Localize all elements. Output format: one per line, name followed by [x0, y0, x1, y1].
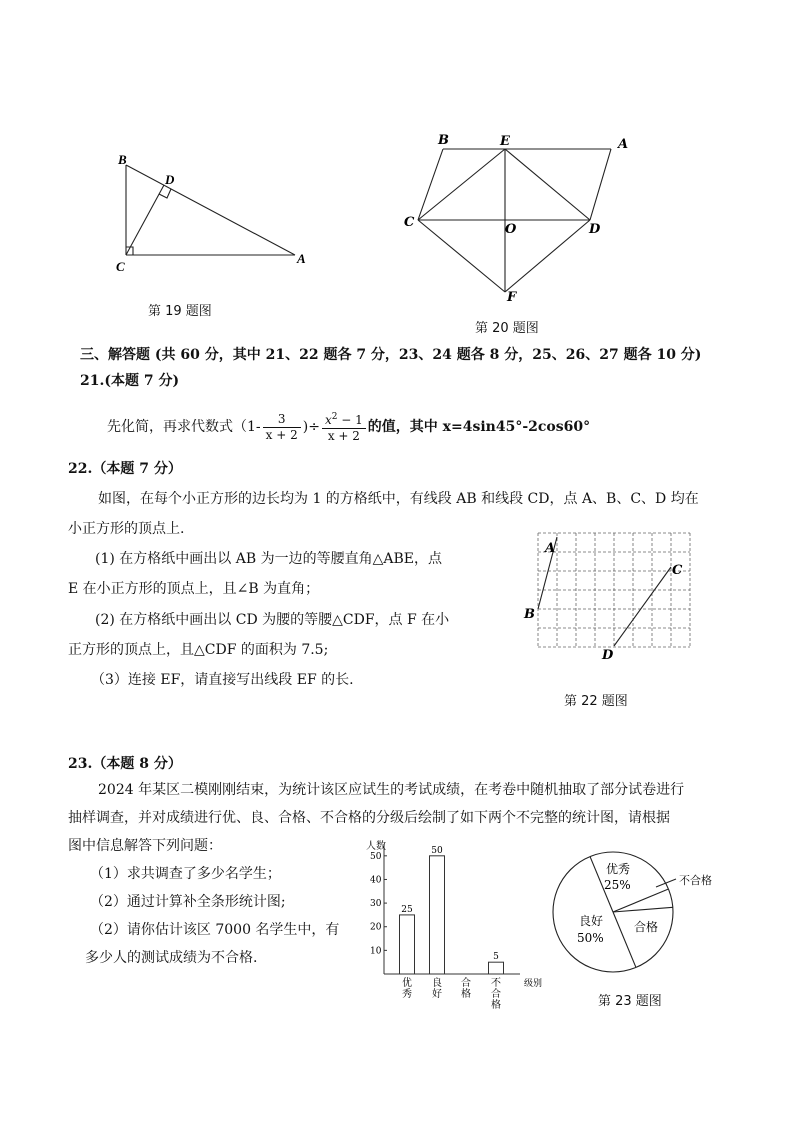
category-label: 不	[491, 978, 501, 989]
fig22-caption: 第 22 题图	[564, 694, 628, 709]
fig22-label-d: D	[602, 648, 614, 663]
y-tick-label: 50	[370, 851, 382, 862]
q22-title: 22.（本题 7 分）	[68, 461, 182, 477]
bar-0	[400, 915, 415, 974]
q23-title: 23.（本题 8 分）	[68, 756, 182, 772]
segment-ba	[126, 165, 295, 255]
q21-text-post: 的值，其中 x=4sin45°-2cos60°	[367, 419, 591, 435]
pie-label-hege: 合格	[634, 920, 659, 934]
q22-part1-line1: (1) 在方格纸中画出以 AB 为一边的等腰直角△ABE，点	[95, 551, 442, 567]
pie-label-lianghao: 良好	[579, 914, 604, 928]
fig20-label-o: O	[505, 222, 517, 237]
category-label: 良	[432, 978, 442, 989]
q22-part2-line2: 正方形的顶点上，且△CDF 的面积为 7.5;	[68, 642, 329, 658]
fig19-label-b: B	[118, 152, 127, 167]
y-tick-label: 10	[370, 946, 382, 957]
bar-chart	[362, 838, 552, 1013]
category-label: 秀	[402, 989, 412, 1000]
y-axis-label: 人数	[366, 841, 386, 852]
pie-leader-line	[656, 879, 676, 887]
fig22-label-b: B	[524, 607, 535, 622]
fig20-label-f: F	[507, 290, 517, 305]
segment-cf	[418, 220, 505, 292]
fig20-label-e: E	[500, 134, 510, 149]
segment-cd	[126, 185, 164, 255]
q21-text-pre: 先化简，再求代数式（1-	[107, 419, 261, 435]
pie-slice-edge-3	[613, 912, 636, 967]
figure-22-grid	[520, 528, 692, 668]
fig22-label-a: A	[545, 541, 556, 556]
fig19-caption: 第 19 题图	[148, 304, 212, 319]
figure-19	[105, 150, 315, 280]
fig20-label-a: A	[618, 137, 629, 152]
q21-fraction-1: $\frac{3}{x + 2}$	[263, 412, 301, 443]
q21-divide: )÷	[302, 419, 320, 435]
fig20-label-c: C	[404, 215, 415, 230]
y-tick-label: 30	[370, 899, 382, 910]
q23-line3: 图中信息解答下列问题：	[68, 838, 222, 854]
segment-fd	[505, 220, 590, 292]
q22-part1-line2: E 在小正方形的顶点上，且∠B 为直角；	[68, 581, 320, 597]
bar-value-label: 25	[401, 904, 413, 915]
category-label: 格	[461, 989, 471, 1000]
q21-title: 21.(本题 7 分)	[80, 373, 180, 389]
category-label: 优	[402, 978, 412, 989]
fig19-label-d: D	[165, 172, 175, 187]
q22-intro-line1: 如图，在每个小正方形的边长均为 1 的方格纸中，有线段 AB 和线段 CD，点 A、B、C、D 均在	[98, 491, 699, 507]
pie-chart	[548, 842, 748, 982]
bar-value-label: 5	[493, 952, 499, 963]
q23-line1: 2024 年某区二模刚刚结束，为统计该区应试生的考试成绩，在考卷中随机抽取了部分试卷进行	[98, 782, 685, 798]
q23-part3-line2: 多少人的测试成绩为不合格.	[85, 950, 258, 966]
q23-part1: （1）求共调查了多少名学生；	[90, 866, 281, 882]
q21-expression	[107, 410, 590, 444]
fig20-label-b: B	[438, 133, 449, 148]
segment-cd	[614, 567, 671, 646]
y-tick-label: 40	[370, 875, 382, 886]
segment-ad	[590, 149, 611, 220]
category-label: 格	[491, 1000, 501, 1011]
bar-3	[489, 962, 504, 974]
segment-ed	[505, 149, 590, 220]
q23-line2: 抽样调查，并对成绩进行优、良、合格、不合格的分级后绘制了如下两个不完整的统计图，请根据	[68, 810, 670, 826]
figure-20	[395, 130, 640, 310]
fig19-label-a: A	[297, 251, 306, 266]
bar-1	[430, 856, 445, 974]
category-label: 好	[432, 989, 442, 1000]
q23-part3-line1: （2）请你估计该区 7000 名学生中，有	[90, 922, 340, 938]
y-tick-label: 20	[370, 922, 382, 933]
q22-intro-line2: 小正方形的顶点上.	[68, 521, 185, 537]
fig23-caption: 第 23 题图	[598, 994, 662, 1009]
fig20-caption: 第 20 题图	[475, 321, 539, 336]
bar-value-label: 50	[431, 845, 443, 856]
category-label: 合	[491, 989, 501, 1000]
pie-label-youxiu: 优秀	[606, 862, 631, 876]
q22-part2-line1: (2) 在方格纸中画出以 CD 为腰的等腰△CDF，点 F 在小	[95, 612, 450, 628]
pie-label-buhege: 不合格	[679, 874, 712, 887]
fig19-label-c: C	[116, 259, 125, 274]
pie-pct-youxiu: 25%	[604, 878, 631, 892]
x-axis-label: 级别	[524, 979, 543, 989]
q23-part2: （2）通过计算补全条形统计图;	[90, 894, 286, 910]
section3-heading: 三、解答题 (共 60 分，其中 21、22 题各 7 分，23、24 题各 8 分，25、26、27 题各 10 分)	[80, 347, 702, 363]
q22-part3: （3）连接 EF，请直接写出线段 EF 的长.	[91, 672, 354, 688]
pie-pct-lianghao: 50%	[577, 931, 604, 945]
category-label: 合	[461, 978, 471, 989]
fig22-label-c: C	[672, 563, 683, 578]
q21-fraction-2: $\frac{x^2 - 1}{x + 2}$	[322, 410, 366, 444]
fig20-label-d: D	[589, 222, 601, 237]
